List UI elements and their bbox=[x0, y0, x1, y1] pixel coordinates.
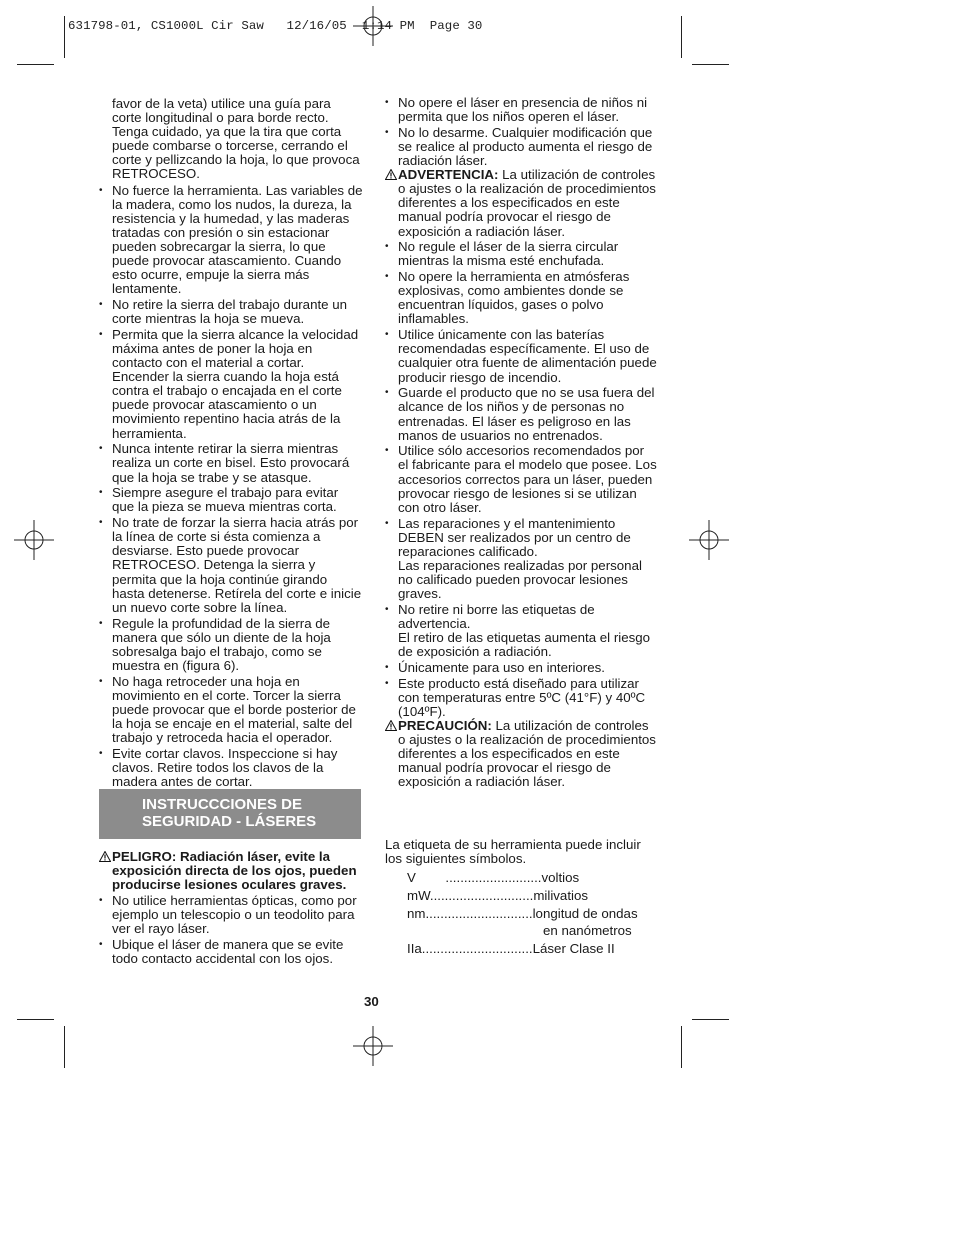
crop-mark bbox=[64, 1026, 65, 1068]
section-heading bbox=[99, 789, 361, 839]
warning-triangle-icon bbox=[385, 169, 397, 180]
list-item: • Únicamente para uso en interiores. bbox=[385, 661, 657, 675]
precaucion-warning bbox=[385, 719, 657, 789]
intro-paragraph: favor de la veta) utilice una guía para corte longitudinal o para borde recto. Tenga cuidado, ya que la tira que corta puede combarse o torcerse, cerrando el corte y pellizcando la hoja, lo que provoca RETROCESO. bbox=[112, 96, 360, 182]
list-item: • Guarde el producto que no se usa fuera del alcance de los niños y de personas no entrenadas. El láser es peligroso en las manos de usuarios no entrenados. bbox=[385, 386, 657, 442]
symbols-intro: La etiqueta de su herramienta puede incluir los siguientes símbolos. bbox=[385, 837, 641, 867]
warning-triangle-icon bbox=[99, 851, 111, 862]
crop-mark bbox=[17, 64, 54, 65]
left-column bbox=[99, 97, 363, 789]
crop-mark bbox=[692, 1019, 729, 1020]
section-heading-line1: INSTRUCCCIONES DE bbox=[142, 796, 303, 813]
list-item: • No utilice herramientas ópticas, como por ejemplo un telescopio o un teodolito para ver el rayo láser. bbox=[99, 894, 363, 936]
list-item: • Nunca intente retirar la sierra mientras realiza un corte en bisel. Esto provocará que la hoja se trabe y se atasque. bbox=[99, 442, 363, 484]
list-item-continuation: El retiro de las etiquetas aumenta el riesgo de exposición a radiación. bbox=[398, 629, 651, 660]
list-item: • Evite cortar clavos. Inspeccione si hay clavos. Retire todos los clavos de la madera antes de cortar. bbox=[99, 747, 363, 789]
list-item: • Permita que la sierra alcance la velocidad máxima antes de poner la hoja en contacto con el material a cortar. bbox=[99, 328, 363, 370]
list-item: • No fuerce la herramienta. Las variables de la madera, como los nudos, la dureza, la resistencia y la humedad, y las maderas tratadas con presión o sin estacionar pueden sobrecargar la sierra, lo que puede provocar atascamiento. Cuando esto ocurre, empuje la sierra más lentamente. bbox=[99, 184, 363, 297]
list-item-continuation: Encender la sierra cuando la hoja está contra el trabajo o encajada en el corte puede provocar atascamiento o un movimiento repentino hacia atrás de la herramienta. bbox=[112, 369, 342, 441]
symbol-row-continuation: en nanómetros bbox=[543, 923, 632, 938]
crop-mark bbox=[681, 1026, 682, 1068]
right-column bbox=[385, 96, 657, 789]
precaucion-label: PRECAUCIÓN: bbox=[398, 717, 492, 733]
list-item: • No regule el láser de la sierra circular mientras la misma esté enchufada. bbox=[385, 240, 657, 268]
registration-mark-icon bbox=[689, 520, 729, 560]
list-item: • Este producto está diseñado para utilizar con temperaturas entre 5ºC (41°F) y 40ºC (104ºF). bbox=[385, 677, 657, 719]
symbol-row: mW............................milivatios bbox=[407, 888, 589, 903]
list-item: • No trate de forzar la sierra hacia atrás por la línea de corte si ésta comienza a desviarse. Esto puede provocar RETROCESO. Detenga la sierra y permita que la hoja continúe girando hasta detenerse. Retírela del corte e inicie un nuevo corte sobre la línea. bbox=[99, 516, 363, 615]
warning-triangle-icon bbox=[385, 720, 397, 731]
precaucion-text: La utilización de controles o ajustes o la realización de procedimientos diferentes a los especificados en este manual podría provocar el riesgo de exposición a radiación láser. bbox=[398, 717, 656, 790]
list-item: • No lo desarme. Cualquier modificación que se realice al producto aumenta el riesgo de radiación láser. bbox=[385, 126, 657, 168]
registration-mark-icon bbox=[353, 1026, 393, 1066]
list-item: • No retire ni borre las etiquetas de advertencia. bbox=[385, 603, 657, 631]
list-item: • Siempre asegure el trabajo para evitar que la pieza se mueva mientras corta. bbox=[99, 486, 363, 514]
registration-mark-icon bbox=[353, 6, 393, 46]
symbol-row: V ..........................voltios bbox=[407, 870, 580, 885]
print-header: 631798-01, CS1000L Cir Saw 12/16/05 1:14 PM Page 30 bbox=[68, 19, 483, 33]
advertencia-text: La utilización de controles o ajustes o la realización de procedimientos diferentes a los especificados en este manual podría provocar el riesgo de exposición a radiación láser. bbox=[398, 167, 656, 239]
section-heading-line2: SEGURIDAD - LÁSERES bbox=[142, 813, 317, 830]
list-item: • Ubique el láser de manera que se evite todo contacto accidental con los ojos. bbox=[99, 938, 363, 966]
list-item-continuation: Las reparaciones realizadas por personal no calificado pueden provocar lesiones graves. bbox=[398, 557, 642, 601]
crop-mark bbox=[681, 16, 682, 58]
list-item: • Utilice sólo accesorios recomendados por el fabricante para el modelo que posee. Los accesorios correctos para un láser, pueden provocar riesgo de lesiones si se utilizan con otro láser. bbox=[385, 444, 657, 514]
list-item: • No haga retroceder una hoja en movimiento en el corte. Torcer la sierra puede provocar que el borde posterior de la hoja se encaje en el material, salte del trabajo y retroceda hacia el operador. bbox=[99, 675, 363, 745]
symbol-row: nm.............................longitud de ondas bbox=[407, 906, 638, 921]
advertencia-label: ADVERTENCIA: bbox=[398, 167, 499, 183]
list-item: • No opere el láser en presencia de niños ni permita que los niños operen el láser. bbox=[385, 96, 657, 124]
crop-mark bbox=[64, 16, 65, 58]
danger-warning bbox=[99, 850, 363, 892]
crop-mark bbox=[17, 1019, 54, 1020]
danger-text: PELIGRO: Radiación láser, evite la exposición directa de los ojos, pueden producirse lesiones oculares graves. bbox=[112, 849, 357, 893]
left-column-lower bbox=[99, 850, 363, 966]
symbol-row: IIa..............................Láser Clase II bbox=[407, 941, 615, 956]
list-item: • Utilice únicamente con las baterías recomendadas específicamente. El uso de cualquier otra fuente de alimentación puede producir riesgo de incendio. bbox=[385, 328, 657, 384]
crop-mark bbox=[692, 64, 729, 65]
list-item: • No opere la herramienta en atmósferas explosivas, como ambientes donde se encuentran líquidos, gases o polvo inflamables. bbox=[385, 270, 657, 326]
list-item: • Regule la profundidad de la sierra de manera que sólo un diente de la hoja sobresalga bajo el trabajo, como se muestra en (figura 6). bbox=[99, 617, 363, 673]
list-item: • No retire la sierra del trabajo durante un corte mientras la hoja se mueva. bbox=[99, 298, 363, 326]
page-number: 30 bbox=[364, 994, 379, 1009]
list-item: • Las reparaciones y el mantenimiento DEBEN ser realizados por un centro de reparaciones calificado. bbox=[385, 517, 657, 559]
registration-mark-icon bbox=[14, 520, 54, 560]
advertencia-warning bbox=[385, 168, 657, 238]
